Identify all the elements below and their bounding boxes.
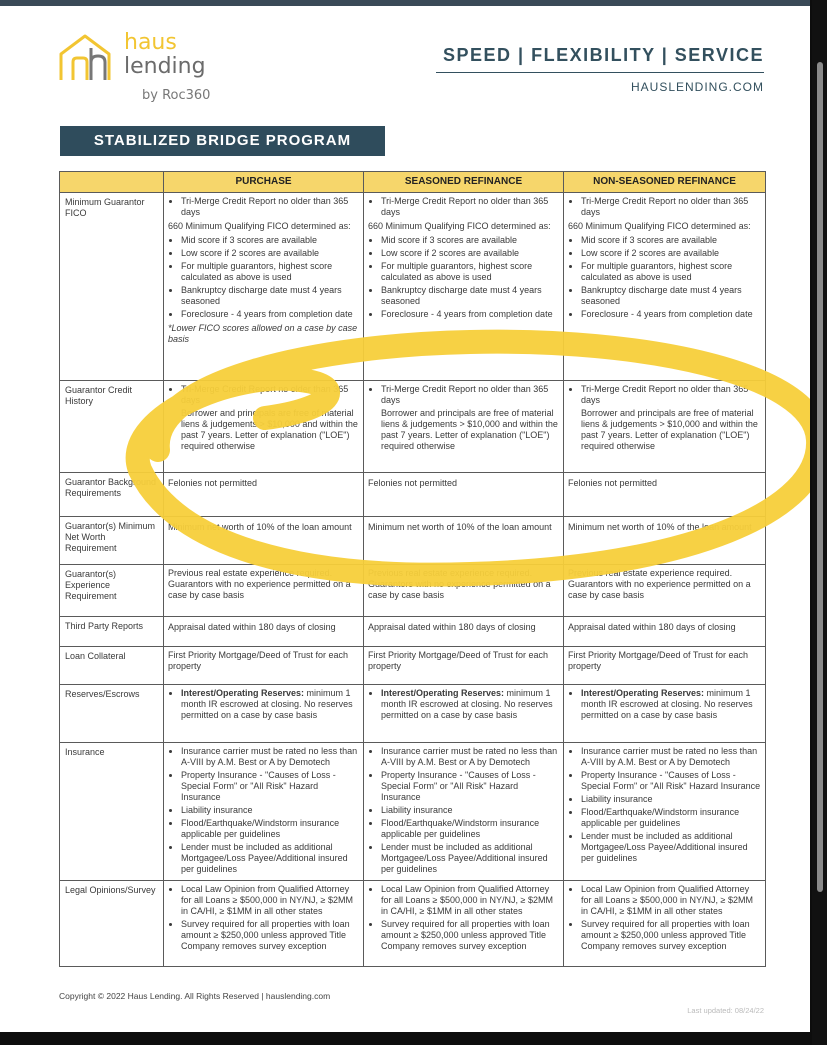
- list-item: • Bankruptcy discharge date must 4 years seasoned: [181, 285, 359, 307]
- bold-text: Interest/Operating Reserves:: [381, 688, 505, 699]
- table-cell: [164, 685, 364, 743]
- list-item: [381, 688, 559, 721]
- list-item: • Foreclosure - 4 years from completion date: [381, 309, 559, 320]
- list-item: • Flood/Earthquake/Windstorm insurance applicable per guidelines: [181, 818, 359, 840]
- house-icon: [58, 32, 118, 84]
- list-item: • Insurance carrier must be rated no less than A-VIII by A.M. Best or A by Demotech: [581, 746, 761, 768]
- table-cell: [164, 381, 364, 473]
- footer-copyright: Copyright © 2022 Haus Lending. All Rights Reserved | hauslending.com: [59, 991, 331, 1001]
- column-header-non-seasoned: NON-SEASONED REFINANCE: [564, 172, 766, 193]
- list-item: • Local Law Opinion from Qualified Attorney for all Loans ≥ $500,000 in NY/NJ, ≥ $2MM in CA/HI, ≥ $1MM in all other states: [181, 884, 359, 917]
- table-row: [60, 565, 766, 617]
- table-cell: [364, 880, 564, 966]
- table-cell: Previous real estate experience required. Guarantors with no experience permitted on a case by case basis: [564, 565, 766, 617]
- footer-updated: Last updated: 08/24/22: [687, 1006, 764, 1015]
- table-cell: [164, 193, 364, 381]
- table-cell: Appraisal dated within 180 days of closing: [364, 617, 564, 647]
- row-label: Guarantor Credit History: [60, 381, 164, 473]
- cell-note: *Lower FICO scores allowed on a case by case basis: [168, 322, 358, 344]
- table-row: [60, 193, 766, 381]
- list-item: • Property Insurance - "Causes of Loss - Special Form" or "All Risk" Hazard Insurance: [381, 770, 559, 803]
- list-item: • Bankruptcy discharge date must 4 years seasoned: [381, 285, 559, 307]
- list-item: • Tri-Merge Credit Report no older than 365 days: [181, 384, 359, 406]
- table-cell: Minimum net worth of 10% of the loan amount: [564, 517, 766, 565]
- list-item: • Liability insurance: [581, 794, 761, 805]
- tagline: SPEED | FLEXIBILITY | SERVICE: [443, 45, 764, 65]
- list-item: • Liability insurance: [381, 805, 559, 816]
- column-header-purchase: PURCHASE: [164, 172, 364, 193]
- list-item: • Local Law Opinion from Qualified Attorney for all Loans ≥ $500,000 in NY/NJ, ≥ $2MM in CA/HI, ≥ $1MM in all other states: [581, 884, 761, 917]
- program-table: [59, 171, 766, 967]
- table-cell: First Priority Mortgage/Deed of Trust for each property: [164, 647, 364, 685]
- list-item: • Insurance carrier must be rated no less than A-VIII by A.M. Best or A by Demotech: [381, 746, 559, 768]
- row-label: Guarantor(s) Minimum Net Worth Requirement: [60, 517, 164, 565]
- list-item: • Lender must be included as additional Mortgagee/Loss Payee/Additional insured per guidelines: [581, 831, 761, 864]
- table-row: [60, 381, 766, 473]
- table-row: [60, 517, 766, 565]
- table-cell: Minimum net worth of 10% of the loan amount: [364, 517, 564, 565]
- cell-text: 660 Minimum Qualifying FICO determined as:: [568, 221, 751, 232]
- header-blank: [60, 172, 164, 193]
- table-row: [60, 880, 766, 966]
- table-row: [60, 473, 766, 517]
- cell-text: 660 Minimum Qualifying FICO determined as:: [168, 221, 351, 232]
- column-header-seasoned: SEASONED REFINANCE: [364, 172, 564, 193]
- table-cell: Felonies not permitted: [364, 473, 564, 517]
- table-cell: Felonies not permitted: [564, 473, 766, 517]
- list-item: • Tri-Merge Credit Report no older than 365 days: [581, 196, 761, 218]
- table-cell: [364, 381, 564, 473]
- website-link[interactable]: HAUSLENDING.COM: [630, 80, 764, 94]
- list-item: • Flood/Earthquake/Windstorm insurance applicable per guidelines: [581, 807, 761, 829]
- list-item: • Low score if 2 scores are available: [381, 248, 559, 259]
- table-cell: Felonies not permitted: [164, 473, 364, 517]
- program-title: STABILIZED BRIDGE PROGRAM: [60, 126, 385, 156]
- table-cell: First Priority Mortgage/Deed of Trust for each property: [564, 647, 766, 685]
- row-label: Loan Collateral: [60, 647, 164, 685]
- table-cell: [164, 880, 364, 966]
- table-cell: [564, 193, 766, 381]
- list-item: • For multiple guarantors, highest score calculated as above is used: [181, 261, 359, 283]
- cell-text: Borrower and principals are free of material liens & judgements > $10,000 and within the past 7 years. Letter of explanation ("LOE") required otherwise: [381, 408, 558, 452]
- row-label: Guarantor(s) Experience Requirement: [60, 565, 164, 617]
- list-item: • Lender must be included as additional Mortgagee/Loss Payee/Additional insured per guidelines: [181, 842, 359, 875]
- list-item: • Property Insurance - "Causes of Loss - Special Form" or "All Risk" Hazard Insurance: [581, 770, 761, 792]
- table-cell: [564, 381, 766, 473]
- table-cell: Minimum net worth of 10% of the loan amount: [164, 517, 364, 565]
- table-cell: Appraisal dated within 180 days of closing: [164, 617, 364, 647]
- list-item: • Foreclosure - 4 years from completion date: [181, 309, 359, 320]
- table-cell: [564, 743, 766, 881]
- row-label: Third Party Reports: [60, 617, 164, 647]
- top-border: [0, 0, 810, 6]
- table-cell: [364, 685, 564, 743]
- list-item: • For multiple guarantors, highest score calculated as above is used: [381, 261, 559, 283]
- list-item: • Tri-Merge Credit Report no older than 365 days: [381, 384, 559, 406]
- cell-text: Borrower and principals are free of material liens & judgements > $10,000 and within the past 7 years. Letter of explanation ("LOE") required otherwise: [581, 408, 758, 452]
- cell-text: minimum 1 month IR escrowed at closing. No reserves permitted on a case by case basis: [181, 688, 353, 721]
- table-header-row: [60, 172, 766, 193]
- list-item: • Tri-Merge Credit Report no older than 365 days: [581, 384, 761, 406]
- table-row: [60, 685, 766, 743]
- list-item: [181, 688, 359, 721]
- list-item: • Flood/Earthquake/Windstorm insurance applicable per guidelines: [381, 818, 559, 840]
- table-row: [60, 743, 766, 881]
- list-item: • Mid score if 3 scores are available: [381, 235, 559, 246]
- logo-word-lending: lending: [124, 54, 206, 79]
- list-item: • Property Insurance - "Causes of Loss - Special Form" or "All Risk" Hazard Insurance: [181, 770, 359, 803]
- cell-text: Borrower and principals are free of material liens & judgements > $10,000 and within the past 7 years. Letter of explanation ("LOE") required otherwise: [181, 408, 358, 452]
- table-cell: [364, 193, 564, 381]
- list-item: • Survey required for all properties with loan amount ≥ $250,000 unless approved Title Company removes survey exception: [181, 919, 359, 952]
- table-cell: First Priority Mortgage/Deed of Trust for each property: [364, 647, 564, 685]
- list-item: • Insurance carrier must be rated no less than A-VIII by A.M. Best or A by Demotech: [181, 746, 359, 768]
- list-item: • Foreclosure - 4 years from completion date: [581, 309, 761, 320]
- table-cell: Previous real estate experience required. Guarantors with no experience permitted on a case by case basis: [364, 565, 564, 617]
- table-cell: [564, 685, 766, 743]
- list-item: • Lender must be included as additional Mortgagee/Loss Payee/Additional insured per guidelines: [381, 842, 559, 875]
- bold-text: Interest/Operating Reserves:: [581, 688, 705, 699]
- list-item: • Mid score if 3 scores are available: [581, 235, 761, 246]
- list-item: • Tri-Merge Credit Report no older than 365 days: [181, 196, 359, 218]
- row-label: Minimum Guarantor FICO: [60, 193, 164, 381]
- list-item: • Survey required for all properties with loan amount ≥ $250,000 unless approved Title Company removes survey exception: [581, 919, 761, 952]
- row-label: Reserves/Escrows: [60, 685, 164, 743]
- scrollbar-thumb[interactable]: [817, 62, 823, 892]
- table-cell: [564, 880, 766, 966]
- table-cell: Appraisal dated within 180 days of closing: [564, 617, 766, 647]
- list-item: • Local Law Opinion from Qualified Attorney for all Loans ≥ $500,000 in NY/NJ, ≥ $2MM in CA/HI, ≥ $1MM in all other states: [381, 884, 559, 917]
- list-item: • Tri-Merge Credit Report no older than 365 days: [381, 196, 559, 218]
- cell-text: 660 Minimum Qualifying FICO determined as:: [368, 221, 551, 232]
- row-label: Guarantor Background Requirements: [60, 473, 164, 517]
- tagline-divider: [436, 72, 764, 73]
- list-item: • Mid score if 3 scores are available: [181, 235, 359, 246]
- list-item: • Survey required for all properties with loan amount ≥ $250,000 unless approved Title Company removes survey exception: [381, 919, 559, 952]
- bold-text: Interest/Operating Reserves:: [181, 688, 305, 699]
- table-cell: [164, 743, 364, 881]
- row-label: Insurance: [60, 743, 164, 881]
- list-item: • For multiple guarantors, highest score calculated as above is used: [581, 261, 761, 283]
- list-item: • Low score if 2 scores are available: [581, 248, 761, 259]
- table-row: [60, 617, 766, 647]
- table-cell: Previous real estate experience required. Guarantors with no experience permitted on a case by case basis: [164, 565, 364, 617]
- list-item: • Bankruptcy discharge date must 4 years seasoned: [581, 285, 761, 307]
- table-row: [60, 647, 766, 685]
- row-label: Legal Opinions/Survey: [60, 880, 164, 966]
- list-item: • Low score if 2 scores are available: [181, 248, 359, 259]
- cell-text: minimum 1 month IR escrowed at closing. No reserves permitted on a case by case basis: [381, 688, 553, 721]
- list-item: • Liability insurance: [181, 805, 359, 816]
- logo-word-haus: haus: [124, 30, 177, 55]
- list-item: [581, 688, 761, 721]
- haus-lending-logo: [58, 30, 218, 110]
- logo-by-roc360: by Roc360: [142, 88, 211, 103]
- cell-text: minimum 1 month IR escrowed at closing. No reserves permitted on a case by case basis: [581, 688, 753, 721]
- table-cell: [364, 743, 564, 881]
